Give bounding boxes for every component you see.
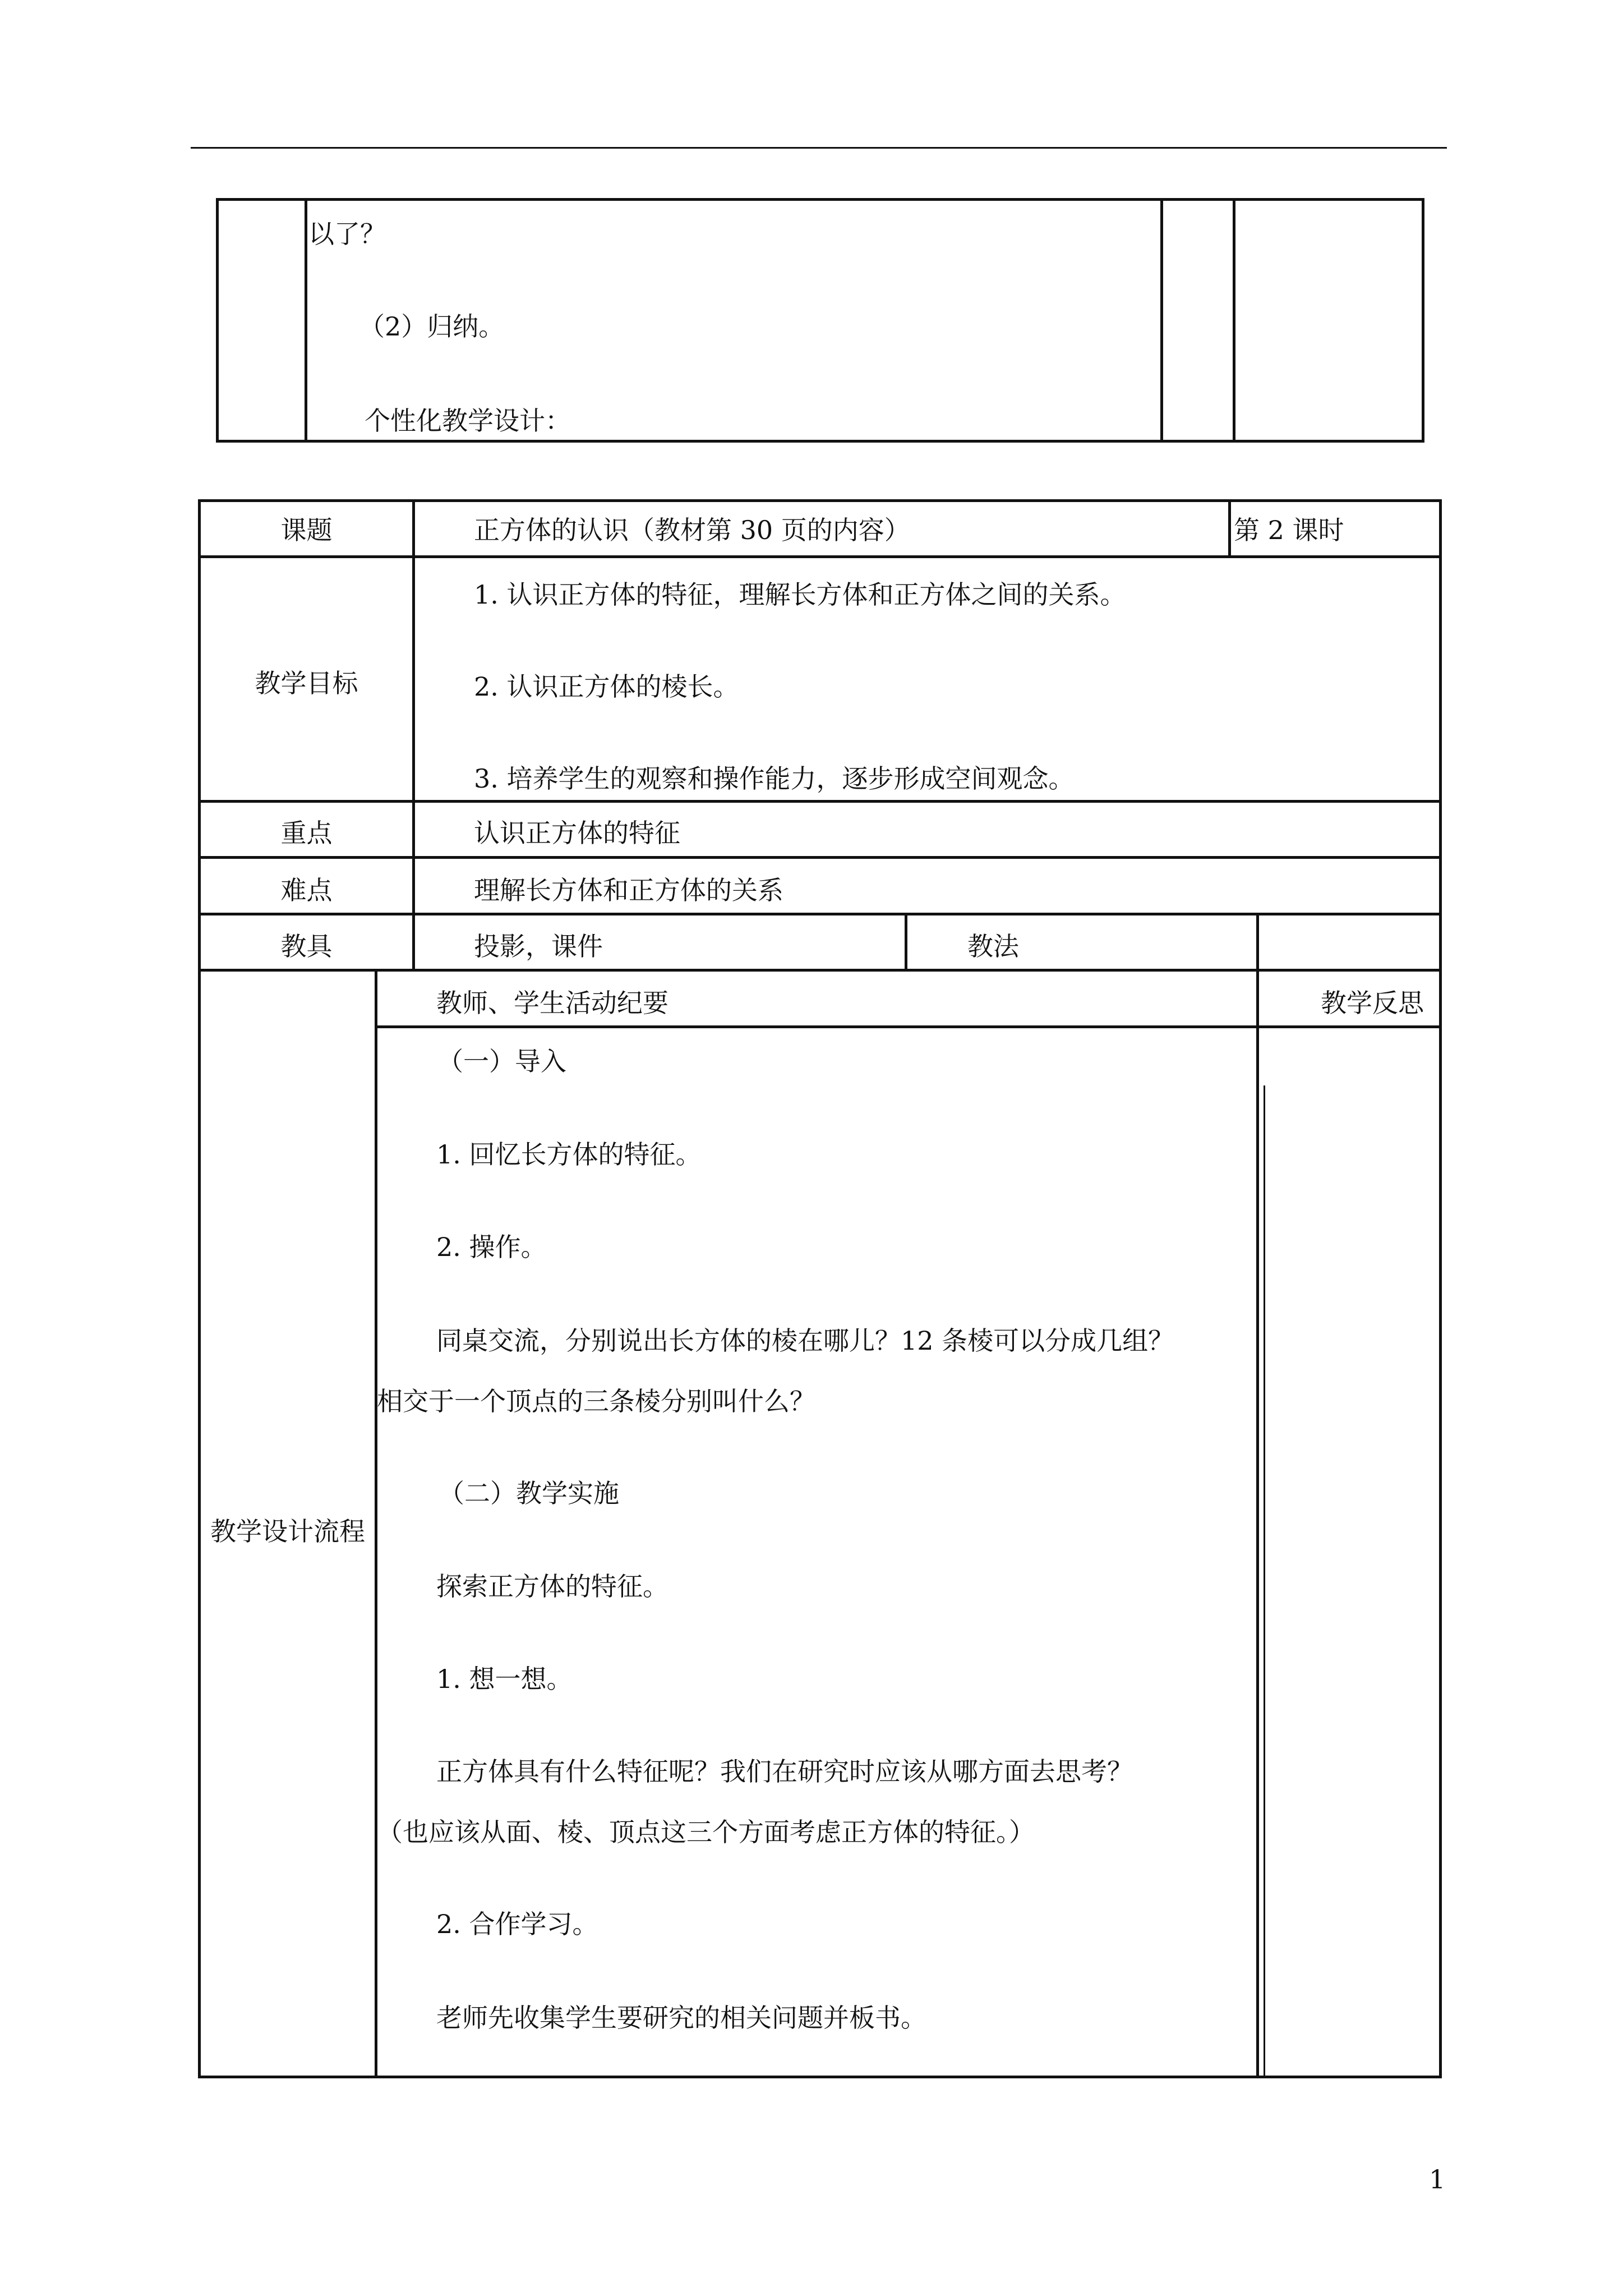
method-label: 教法 <box>967 931 1019 961</box>
flow-label: 教学设计流程 <box>210 1516 365 1547</box>
topic-label: 课题 <box>280 515 333 545</box>
objectives-label: 教学目标 <box>255 668 358 698</box>
flow-line-3: 2. 操作。 <box>436 1232 547 1262</box>
flow-line-10: （也应该从面、棱、顶点这三个方面考虑正方体的特征。） <box>377 1817 1035 1847</box>
flow-line-2: 1. 回忆长方体的特征。 <box>436 1139 702 1170</box>
tools-label: 教具 <box>280 931 333 961</box>
flow-line-5: 相交于一个顶点的三条棱分别叫什么？ <box>377 1386 815 1416</box>
lesson-topic: 正方体的认识（教材第 30 页的内容） <box>474 515 910 545</box>
personal-design-label: 个性化教学设计： <box>365 406 571 436</box>
objective-2: 2. 认识正方体的棱长。 <box>474 671 739 702</box>
difficulty: 理解长方体和正方体的关系 <box>474 875 783 905</box>
lesson-period: 第 2 课时 <box>1234 515 1344 545</box>
key-point-label: 重点 <box>280 818 333 848</box>
flow-line-9: 正方体具有什么特征呢？我们在研究时应该从哪方面去思考？ <box>436 1756 1133 1787</box>
flow-line-8: 1. 想一想。 <box>436 1664 573 1694</box>
difficulty-label: 难点 <box>280 875 333 905</box>
flow-line-6: （二）教学实施 <box>439 1478 619 1508</box>
flow-line-1: （一）导入 <box>437 1046 566 1076</box>
flow-line-12: 老师先收集学生要研究的相关问题并板书。 <box>436 2003 926 2033</box>
continuation-text-2: （2）归纳。 <box>359 311 505 342</box>
key-point: 认识正方体的特征 <box>474 818 680 848</box>
flow-line-4: 同桌交流，分别说出长方体的棱在哪儿？12 条棱可以分成几组？ <box>436 1326 1174 1356</box>
objective-1: 1. 认识正方体的特征，理解长方体和正方体之间的关系。 <box>474 579 1126 610</box>
objective-3: 3. 培养学生的观察和操作能力，逐步形成空间观念。 <box>474 763 1075 794</box>
teaching-tools: 投影，课件 <box>474 931 603 961</box>
continuation-text-1: 以了？ <box>308 219 386 249</box>
header-rule <box>191 147 1447 149</box>
flow-line-11: 2. 合作学习。 <box>436 1909 598 1939</box>
page-number: 1 <box>1429 2164 1446 2194</box>
reflection-header: 教学反思 <box>1321 988 1424 1018</box>
activities-header: 教师、学生活动纪要 <box>436 988 668 1018</box>
flow-line-7: 探索正方体的特征。 <box>436 1571 668 1602</box>
